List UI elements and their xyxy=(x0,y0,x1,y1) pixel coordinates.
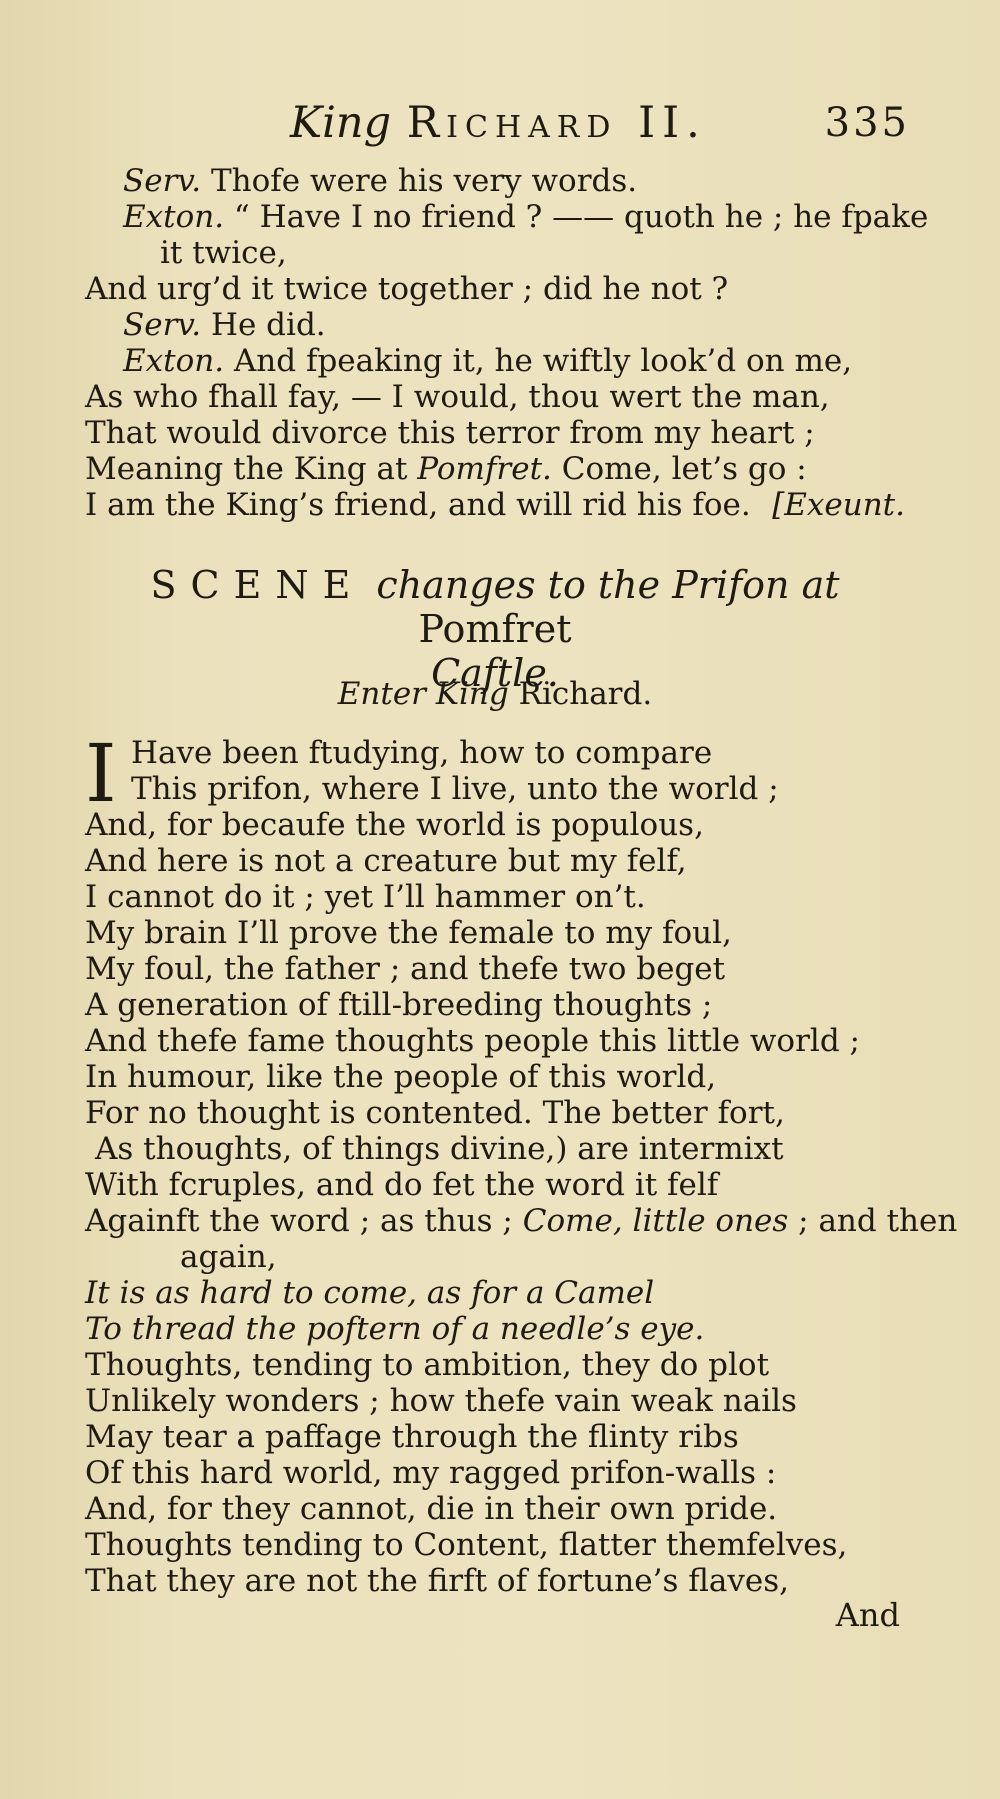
verse-line: Thoughts tending to Content, flatter themfelves, xyxy=(85,1527,848,1563)
dialogue-line xyxy=(85,451,915,487)
speaker-name: Exton. xyxy=(123,343,225,379)
verse-line: A generation of ftill-breeding thoughts ; xyxy=(85,987,713,1023)
dialogue-text: That would divorce this terror from my heart ; xyxy=(85,415,815,451)
dialogue-line xyxy=(85,163,915,199)
dialogue-text: Meaning the King at xyxy=(85,451,418,487)
soliloquy xyxy=(85,727,958,1599)
soliloquy-text xyxy=(85,727,958,1599)
dialogue-text: He did. xyxy=(210,307,326,343)
verse-line: again, xyxy=(180,1239,277,1275)
verse-text: ; and then xyxy=(788,1203,958,1239)
dialogue-text: Come, let’s go : xyxy=(551,451,807,487)
dialogue-line xyxy=(85,487,915,523)
dialogue-line xyxy=(85,379,915,415)
verse-line: May tear a paffage through the flinty ribs xyxy=(85,1419,739,1455)
verse-line: I cannot do it ; yet I’ll hammer on’t. xyxy=(85,879,646,915)
verse-line-italic: To thread the poftern of a needle’s eye. xyxy=(85,1311,705,1347)
running-title xyxy=(290,98,707,148)
scene-word: SCENE xyxy=(150,563,365,607)
verse-line: Have been ftudying, how to compare xyxy=(131,735,713,771)
place-name: Pomfret. xyxy=(417,451,552,487)
verse-line: And, for they cannot, die in their own pride. xyxy=(85,1491,778,1527)
dialogue-text: And fpeaking it, he wiftly look’d on me, xyxy=(233,343,853,379)
dialogue-line xyxy=(85,199,929,235)
running-title-king: King xyxy=(290,98,392,148)
dialogue-text: “ Have I no friend ? —— quoth he ; he fpake xyxy=(233,199,929,235)
dialogue-line xyxy=(85,415,915,451)
dialogue-line xyxy=(85,235,915,271)
dialogue-line xyxy=(85,343,915,379)
verse-line: That they are not the firft of fortune’s flaves, xyxy=(85,1563,789,1599)
dialogue-text: As who fhall fay, — I would, thou wert the man, xyxy=(85,379,830,415)
page-header xyxy=(285,98,910,158)
speaker-name: Serv. xyxy=(123,163,202,199)
verse-line: And thefe fame thoughts people this little world ; xyxy=(85,1023,860,1059)
verse-quote: Come, little ones xyxy=(522,1203,789,1239)
verse-line-italic: It is as hard to come, as for a Camel xyxy=(85,1275,655,1311)
verse-line: In humour, like the people of this world, xyxy=(85,1059,717,1095)
entry-direction: Enter King xyxy=(337,676,509,712)
catchword: And xyxy=(835,1596,900,1634)
speaker-name: Exton. xyxy=(123,199,225,235)
speaker-name: Serv. xyxy=(123,307,202,343)
dialogue-line xyxy=(85,271,915,307)
drop-cap: I xyxy=(85,727,117,820)
dialogue-line xyxy=(85,307,915,343)
scene-place: Pomfret xyxy=(418,607,572,651)
stage-entry xyxy=(85,676,905,712)
dialogue-text: I am the King’s friend, and will rid his foe. xyxy=(85,487,751,523)
verse-line: And here is not a creature but my felf, xyxy=(85,843,687,879)
running-title-richard: Richard II. xyxy=(406,98,707,148)
dialogue-block xyxy=(85,163,929,523)
page-number: 335 xyxy=(824,100,910,146)
verse-line: My foul, the father ; and thefe two beget xyxy=(85,951,726,987)
verse-line xyxy=(85,1203,958,1239)
scene-description: changes to the Prifon at xyxy=(376,563,840,607)
verse-line: Unlikely wonders ; how thefe vain weak nails xyxy=(85,1383,797,1419)
verse-line: Of this hard world, my ragged prifon-walls : xyxy=(85,1455,777,1491)
verse-line: For no thought is contented. The better fort, xyxy=(85,1095,785,1131)
entry-character: Richard. xyxy=(518,676,653,712)
stage-direction: [Exeunt. xyxy=(772,487,905,523)
verse-text: Againft the word ; as thus ; xyxy=(85,1203,523,1239)
scene-place-line2: Caftle. xyxy=(431,651,559,695)
dialogue-text: it twice, xyxy=(160,235,287,271)
dialogue-text: And urg’d it twice together ; did he not ? xyxy=(85,271,729,307)
verse-line: This prifon, where I live, unto the world ; xyxy=(131,771,779,807)
verse-line: Thoughts, tending to ambition, they do plot xyxy=(85,1347,770,1383)
verse-line: My brain I’ll prove the female to my foul, xyxy=(85,915,732,951)
verse-line: And, for becaufe the world is populous, xyxy=(85,807,704,843)
verse-line: As thoughts, of things divine,) are intermixt xyxy=(95,1131,784,1167)
verse-line: With fcruples, and do fet the word it felf xyxy=(85,1167,719,1203)
dialogue-text: Thofe were his very words. xyxy=(210,163,638,199)
